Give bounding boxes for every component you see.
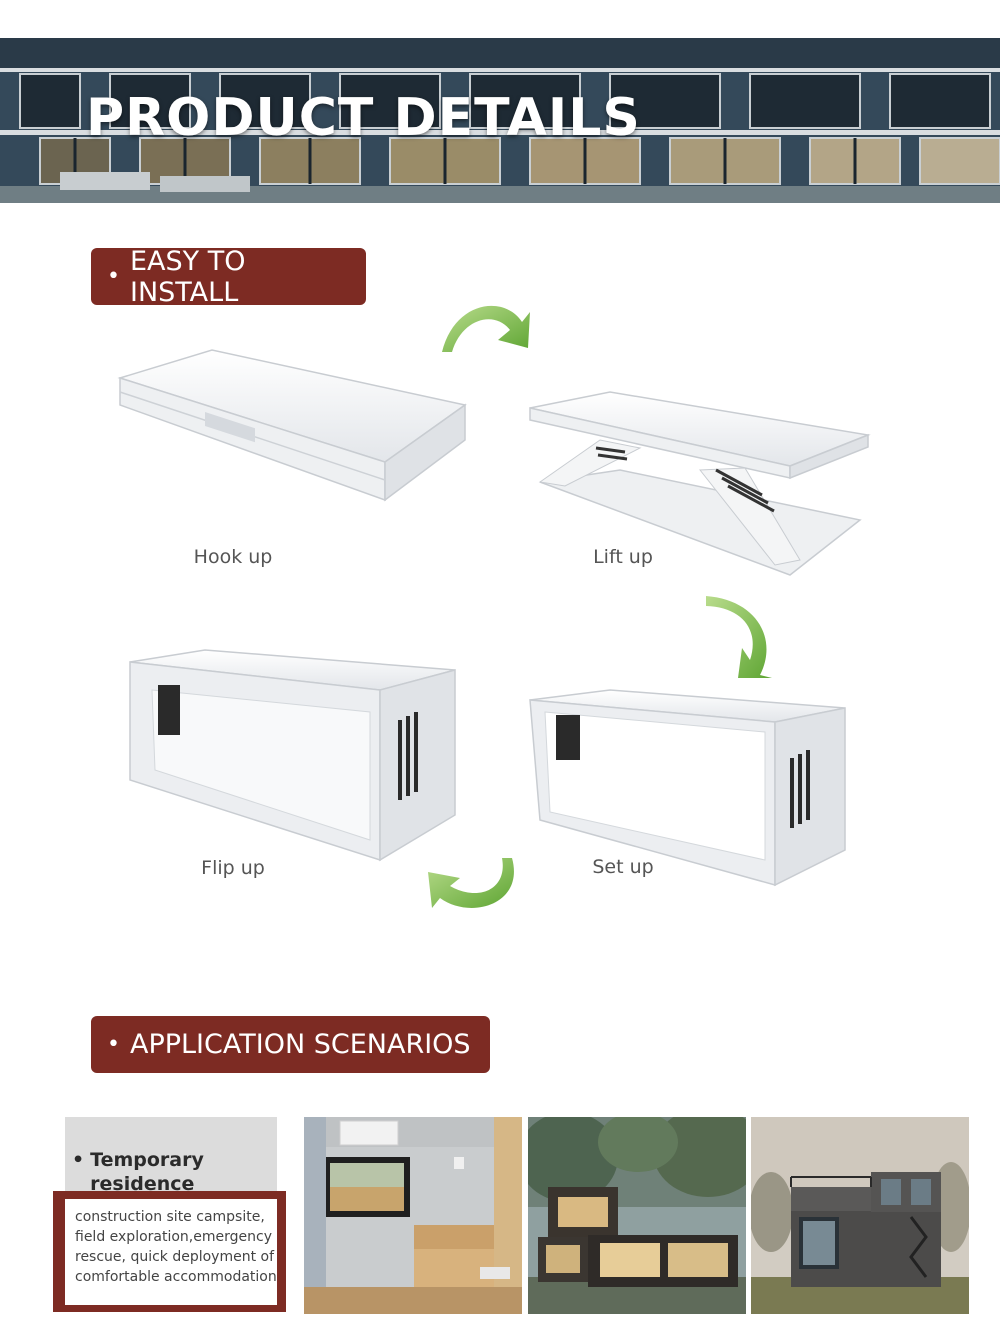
page-title: PRODUCT DETAILS (86, 88, 641, 148)
forest-house-photo (528, 1117, 746, 1314)
bullet-icon: • (107, 264, 120, 289)
scenario-description: construction site campsite, field exploration,emergency rescue, quick deployment of comfortable accommodation (75, 1209, 277, 1285)
applications-heading-text: APPLICATION SCENARIOS (129, 1029, 471, 1060)
scenario-title-text: Temporary residence (90, 1149, 204, 1195)
container-house-photo (751, 1117, 969, 1314)
bullet-icon: • (107, 1032, 120, 1057)
hook-up-container-image (120, 350, 465, 500)
step-label-flip-up: Flip up (201, 857, 265, 879)
install-heading-text: EASY TO INSTALL (129, 245, 246, 308)
set-up-container-image (530, 690, 845, 885)
green-curved-arrow-icon (706, 596, 772, 678)
lift-up-container-image (530, 392, 868, 575)
bullet-icon: • (72, 1149, 85, 1171)
scenario-title (72, 1148, 277, 1196)
green-curved-arrow-icon (428, 858, 514, 908)
flip-up-container-image (130, 650, 455, 860)
green-curved-arrow-icon (442, 306, 530, 352)
applications-section-heading (91, 1016, 490, 1073)
step-label-hook-up: Hook up (193, 546, 273, 568)
step-label-lift-up: Lift up (593, 546, 653, 568)
interior-room-photo (304, 1117, 522, 1314)
step-label-set-up: Set up (592, 856, 654, 878)
